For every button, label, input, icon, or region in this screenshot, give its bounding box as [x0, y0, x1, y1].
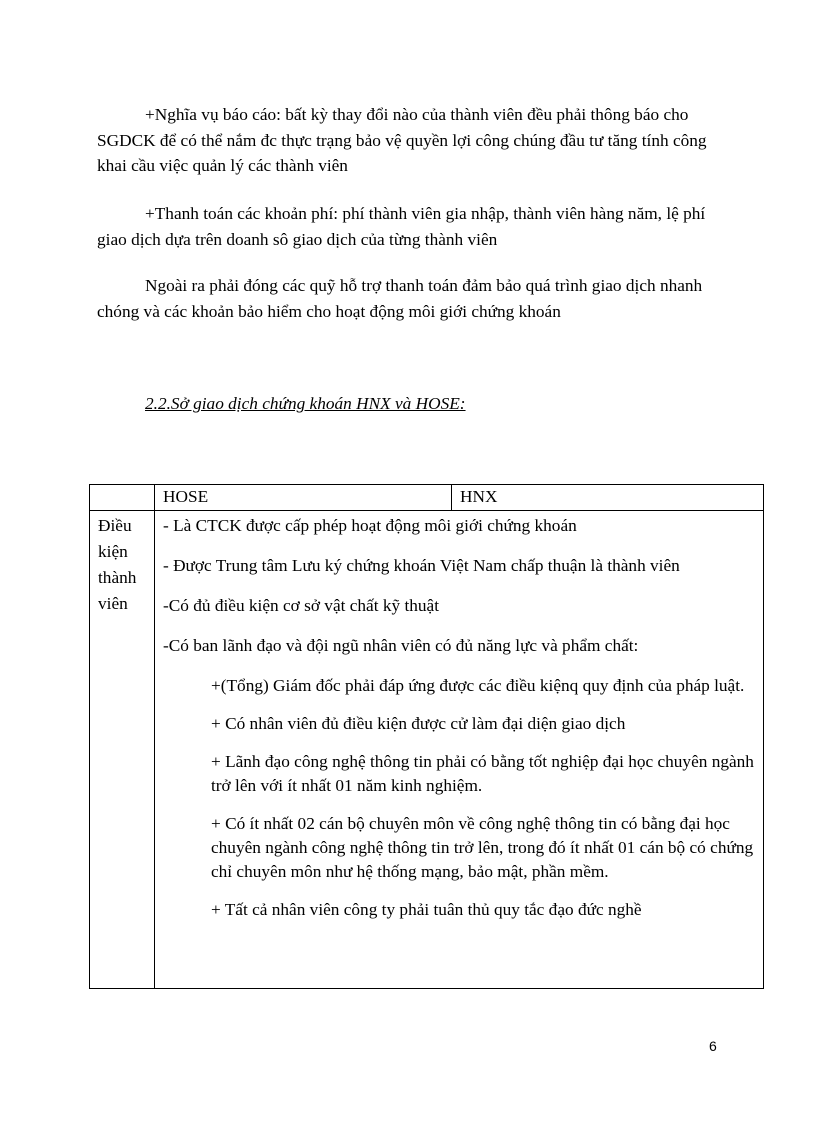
sub-requirement-item: + Có ít nhất 02 cán bộ chuyên môn về công nghệ thông tin có bằng đại học chuyên ngành công nghệ thông tin trở lên, trong đó ít nhất 01 cán bộ có chứng chỉ chuyên môn như hệ thống mạng, bảo mật, phần mềm. [211, 814, 754, 881]
header-cell-hose: HOSE [155, 485, 452, 511]
comparison-table [89, 484, 764, 989]
table-header-row [90, 485, 764, 511]
table-row [90, 511, 764, 989]
requirement-item: - Là CTCK được cấp phép hoạt động môi giới chứng khoán [163, 516, 577, 535]
sub-requirement-item: + Lãnh đạo công nghệ thông tin phải có bằng tốt nghiệp đại học chuyên ngành trở lên với ít nhất 01 năm kinh nghiệm. [211, 752, 754, 795]
sub-requirement-item: +(Tổng) Giám đốc phải đáp ứng được các điều kiệnq quy định của pháp luật. [211, 676, 745, 695]
row-label-line: Điều [98, 516, 132, 535]
section-heading: 2.2.Sở giao dịch chứng khoán HNX và HOSE: [145, 394, 466, 413]
sub-requirement-item: + Có nhân viên đủ điều kiện được cử làm đại diện giao dịch [211, 714, 626, 733]
row-label-cell [90, 511, 155, 989]
sub-requirement-item: + Tất cả nhân viên công ty phải tuân thủ quy tắc đạo đức nghề [211, 900, 642, 919]
requirement-item: -Có ban lãnh đạo và đội ngũ nhân viên có đủ năng lực và phẩm chất: [163, 636, 639, 655]
requirements-cell [155, 511, 764, 989]
header-cell-hnx: HNX [452, 485, 764, 511]
page-number: 6 [709, 1038, 717, 1054]
requirement-item: -Có đủ điều kiện cơ sở vật chất kỹ thuật [163, 596, 439, 615]
paragraph-reporting-obligation: +Nghĩa vụ báo cáo: bất kỳ thay đổi nào của thành viên đều phải thông báo cho SGDCK để có thể nắm đc thực trạng bảo vệ quyền lợi công chúng đầu tư tăng tính công khai cầu việc quản lý các thành viên [97, 105, 707, 175]
row-label-line: kiện [98, 542, 128, 561]
row-label-line: thành [98, 568, 137, 587]
requirement-item: - Được Trung tâm Lưu ký chứng khoán Việt Nam chấp thuận là thành viên [163, 556, 680, 575]
paragraph-support-funds: Ngoài ra phải đóng các quỹ hỗ trợ thanh toán đảm bảo quá trình giao dịch nhanh chóng và các khoản bảo hiểm cho hoạt động môi giới chứng khoán [97, 276, 703, 321]
paragraph-fee-payment: +Thanh toán các khoản phí: phí thành viên gia nhập, thành viên hàng năm, lệ phí giao dịch dựa trên doanh sô giao dịch của từng thành viên [97, 204, 706, 249]
row-label-line: viên [98, 594, 128, 613]
header-cell-empty [90, 485, 155, 511]
